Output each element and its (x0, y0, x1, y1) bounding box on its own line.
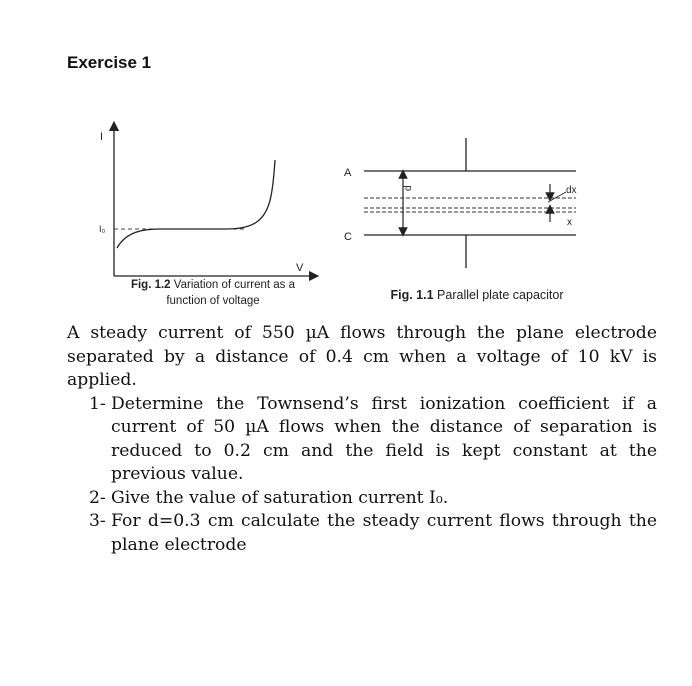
fig-1-1-caption (362, 287, 592, 303)
question-number: 3- (89, 511, 106, 531)
fig-1-2-caption-line1: Variation of current as a (173, 279, 296, 291)
fig-1-1-caption-text: Parallel plate capacitor (437, 288, 564, 302)
problem-text (67, 322, 657, 557)
y-axis-label: I (100, 131, 104, 143)
fig-1-1-caption-num: Fig. 1.1 (390, 288, 434, 302)
question-number: 1- (89, 393, 106, 414)
plate-a-label: A (344, 167, 352, 179)
question-item (67, 487, 657, 511)
question-item (67, 510, 657, 557)
question-number: 2- (89, 487, 106, 508)
fig-1-2-caption-line2: function of voltage (166, 295, 260, 307)
saturation-level-label: I₀ (99, 224, 106, 234)
fig-1-2-caption (108, 277, 318, 309)
question-item (67, 393, 657, 487)
figures (0, 0, 692, 320)
intro-paragraph: A steady current of 550 µA flows through the plane electrode separated by a distance of 0.4 cm when a voltage of 10 kV is applied. (67, 323, 657, 390)
x-axis-label: V (296, 262, 304, 274)
current-curve (117, 160, 275, 248)
question-text: For d=0.3 cm calculate the steady current flows through the plane electrode (111, 511, 657, 555)
fig-1-1-diagram (344, 138, 577, 268)
d-label: d (403, 185, 414, 191)
question-text: Determine the Townsend’s first ionization coefficient if a current of 50 µA flows when the distance of separation is reduced to 0.2 cm and the field is kept constant at the previous value. (111, 393, 657, 484)
dx-label: dx (566, 185, 577, 196)
x-label: x (567, 217, 572, 228)
fig-1-2-caption-num: Fig. 1.2 (130, 279, 171, 291)
fig-1-2-plot (99, 126, 314, 276)
exercise-heading: Exercise 1 (67, 53, 152, 72)
question-text: Give the value of saturation current I₀. (111, 487, 449, 508)
plate-c-label: C (344, 231, 352, 243)
dx-leader (548, 192, 566, 202)
question-list (67, 393, 657, 558)
